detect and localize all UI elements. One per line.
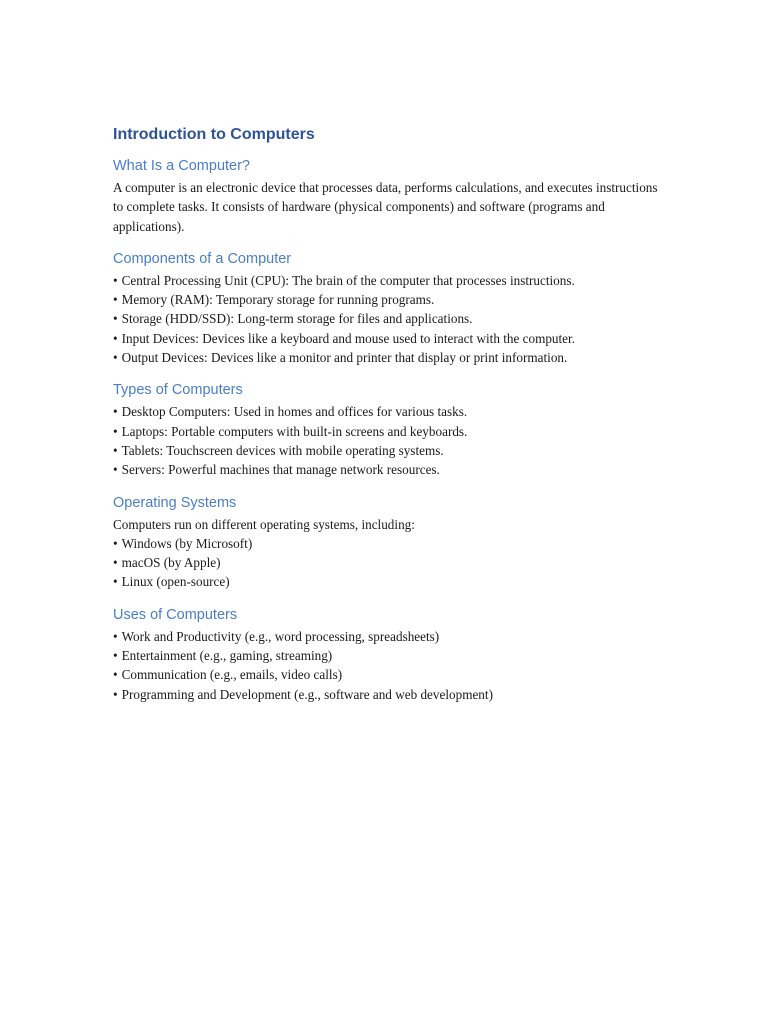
document-title: Introduction to Computers [113, 126, 315, 143]
list-item [113, 271, 658, 290]
list-item [113, 460, 658, 479]
list-item-text: Tablets: Touchscreen devices with mobile operating systems. [121, 442, 444, 458]
section-what-is-a-computer [113, 156, 658, 236]
list-item-text: Servers: Powerful machines that manage network resources. [121, 462, 440, 478]
section-paragraph: A computer is an electronic device that processes data, performs calculations, and executes instructions to complete tasks. It consists of hardware (physical components) and software (programs and applications). [113, 180, 658, 234]
list-item [113, 627, 658, 646]
list-item [113, 665, 658, 684]
list-item [113, 309, 658, 328]
list-item [113, 685, 658, 704]
list-item-text: Memory (RAM): Temporary storage for running programs. [121, 292, 435, 308]
list-item-text: Linux (open-source) [121, 574, 230, 590]
bullet-icon: • [113, 667, 118, 683]
bullet-icon: • [113, 311, 118, 327]
list-item-text: Communication (e.g., emails, video calls) [121, 667, 343, 683]
list-item-text: Work and Productivity (e.g., word processing, spreadsheets) [121, 628, 440, 644]
list-item-text: macOS (by Apple) [121, 555, 221, 571]
section-heading: Uses of Computers [113, 606, 238, 623]
uses-list [113, 627, 658, 704]
bullet-icon: • [113, 423, 118, 439]
bullet-icon: • [113, 350, 118, 366]
section-components [113, 249, 658, 367]
os-list [113, 534, 658, 592]
list-item-text: Central Processing Unit (CPU): The brain of the computer that processes instructions. [121, 272, 575, 288]
bullet-icon: • [113, 462, 118, 478]
list-item [113, 348, 658, 367]
bullet-icon: • [113, 404, 118, 420]
section-operating-systems [113, 493, 658, 592]
bullet-icon: • [113, 628, 118, 644]
bullet-icon: • [113, 686, 118, 702]
list-item [113, 534, 658, 553]
bullet-icon: • [113, 442, 118, 458]
bullet-icon: • [113, 330, 118, 346]
types-list [113, 402, 658, 479]
list-item-text: Entertainment (e.g., gaming, streaming) [121, 648, 333, 664]
document-page [113, 124, 658, 717]
list-item [113, 553, 658, 572]
section-intro: Computers run on different operating systems, including: [113, 516, 415, 532]
list-item [113, 402, 658, 421]
section-types [113, 380, 658, 479]
bullet-icon: • [113, 648, 118, 664]
section-uses [113, 605, 658, 704]
bullet-icon: • [113, 292, 118, 308]
list-item-text: Desktop Computers: Used in homes and offices for various tasks. [121, 404, 468, 420]
bullet-icon: • [113, 535, 118, 551]
section-heading: Components of a Computer [113, 250, 292, 267]
list-item [113, 422, 658, 441]
list-item [113, 290, 658, 309]
components-list [113, 271, 658, 367]
list-item [113, 441, 658, 460]
list-item [113, 572, 658, 591]
list-item-text: Input Devices: Devices like a keyboard and mouse used to interact with the computer. [121, 330, 575, 346]
list-item [113, 329, 658, 348]
list-item-text: Windows (by Microsoft) [121, 535, 253, 551]
list-item-text: Programming and Development (e.g., software and web development) [121, 686, 493, 702]
bullet-icon: • [113, 574, 118, 590]
section-heading: Operating Systems [113, 494, 237, 511]
bullet-icon: • [113, 272, 118, 288]
list-item-text: Laptops: Portable computers with built-in screens and keyboards. [121, 423, 468, 439]
list-item [113, 646, 658, 665]
list-item-text: Storage (HDD/SSD): Long-term storage for files and applications. [121, 311, 473, 327]
section-heading: Types of Computers [113, 382, 243, 399]
list-item-text: Output Devices: Devices like a monitor and printer that display or print information. [121, 350, 568, 366]
bullet-icon: • [113, 555, 118, 571]
section-heading: What Is a Computer? [113, 158, 250, 174]
